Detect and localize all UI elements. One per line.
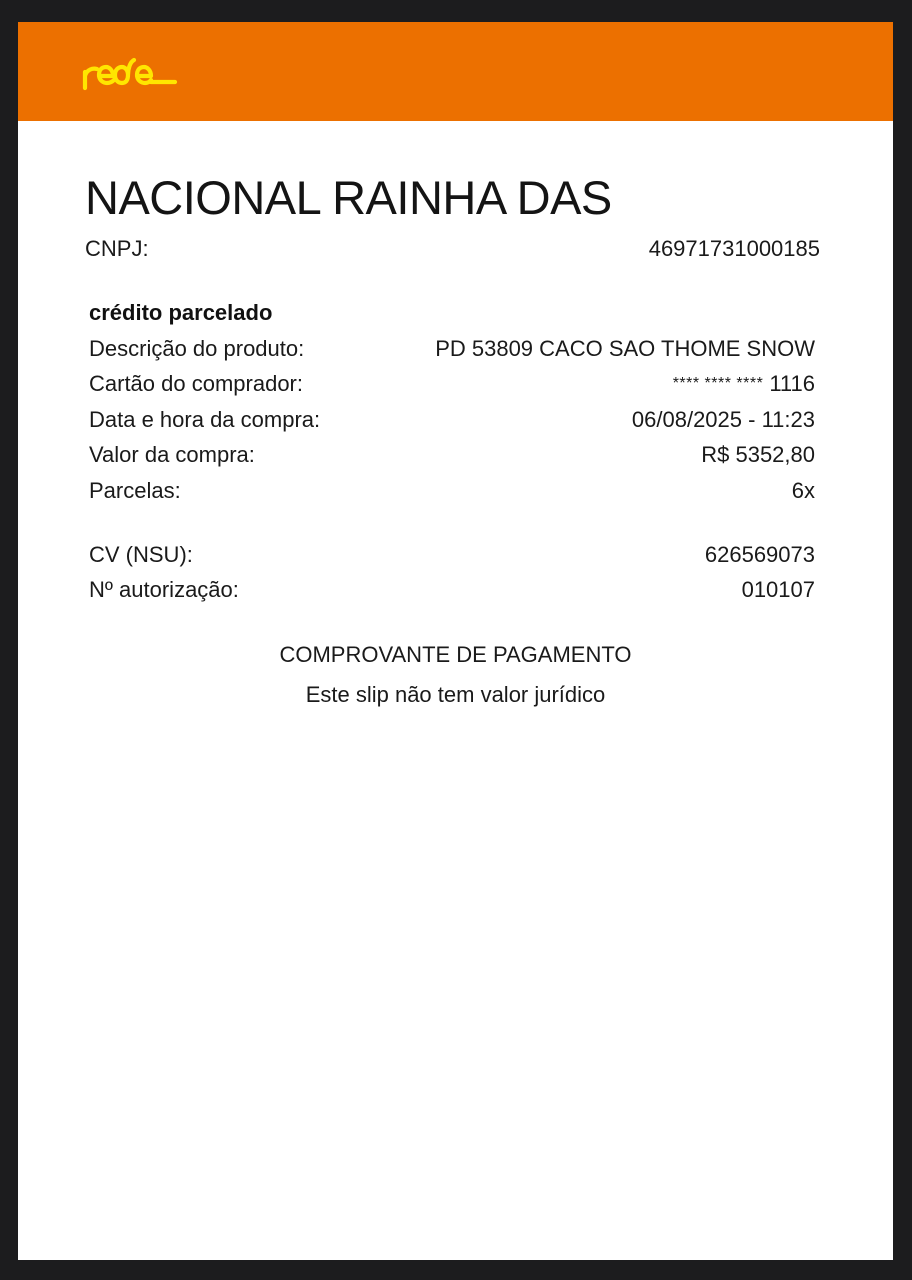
detail-value: 06/08/2025 - 11:23 <box>631 407 815 432</box>
detail-value: 626569073 <box>704 542 815 567</box>
detail-label: Parcelas: <box>89 478 181 503</box>
buyer-card-row <box>89 371 815 397</box>
detail-value: PD 53809 CACO SAO THOME SNOW <box>435 336 815 361</box>
merchant-name: NACIONAL RAINHA DAS <box>85 171 612 224</box>
rede-logo-icon <box>82 52 182 92</box>
purchase-amount-row <box>89 442 815 468</box>
detail-label: Descrição do produto: <box>89 336 305 361</box>
card-mask: **** **** **** <box>672 375 764 392</box>
detail-label: Data e hora da compra: <box>89 407 321 432</box>
purchase-datetime-row <box>89 407 815 433</box>
cnpj-row <box>85 236 820 262</box>
card-number <box>673 371 815 397</box>
nsu-row <box>89 542 815 568</box>
detail-label: CV (NSU): <box>89 542 193 567</box>
card-last-digits: 1116 <box>769 371 815 396</box>
installments-row <box>89 478 815 504</box>
legal-disclaimer: Este slip não tem valor jurídico <box>305 682 606 707</box>
brand-header <box>18 22 893 121</box>
authorization-row <box>89 577 815 603</box>
detail-value: R$ 5352,80 <box>701 442 815 467</box>
detail-label: Cartão do comprador: <box>89 371 303 396</box>
detail-value: 6x <box>791 478 815 503</box>
product-description-row <box>89 336 815 362</box>
detail-label: Valor da compra: <box>89 442 255 467</box>
cnpj-label: CNPJ: <box>85 236 149 261</box>
receipt-title: COMPROVANTE DE PAGAMENTO <box>279 642 632 667</box>
transaction-type: crédito parcelado <box>89 300 273 325</box>
cnpj-value: 46971731000185 <box>648 236 820 261</box>
detail-value: 010107 <box>741 577 815 602</box>
detail-label: Nº autorização: <box>89 577 239 602</box>
receipt-page <box>18 22 893 1260</box>
